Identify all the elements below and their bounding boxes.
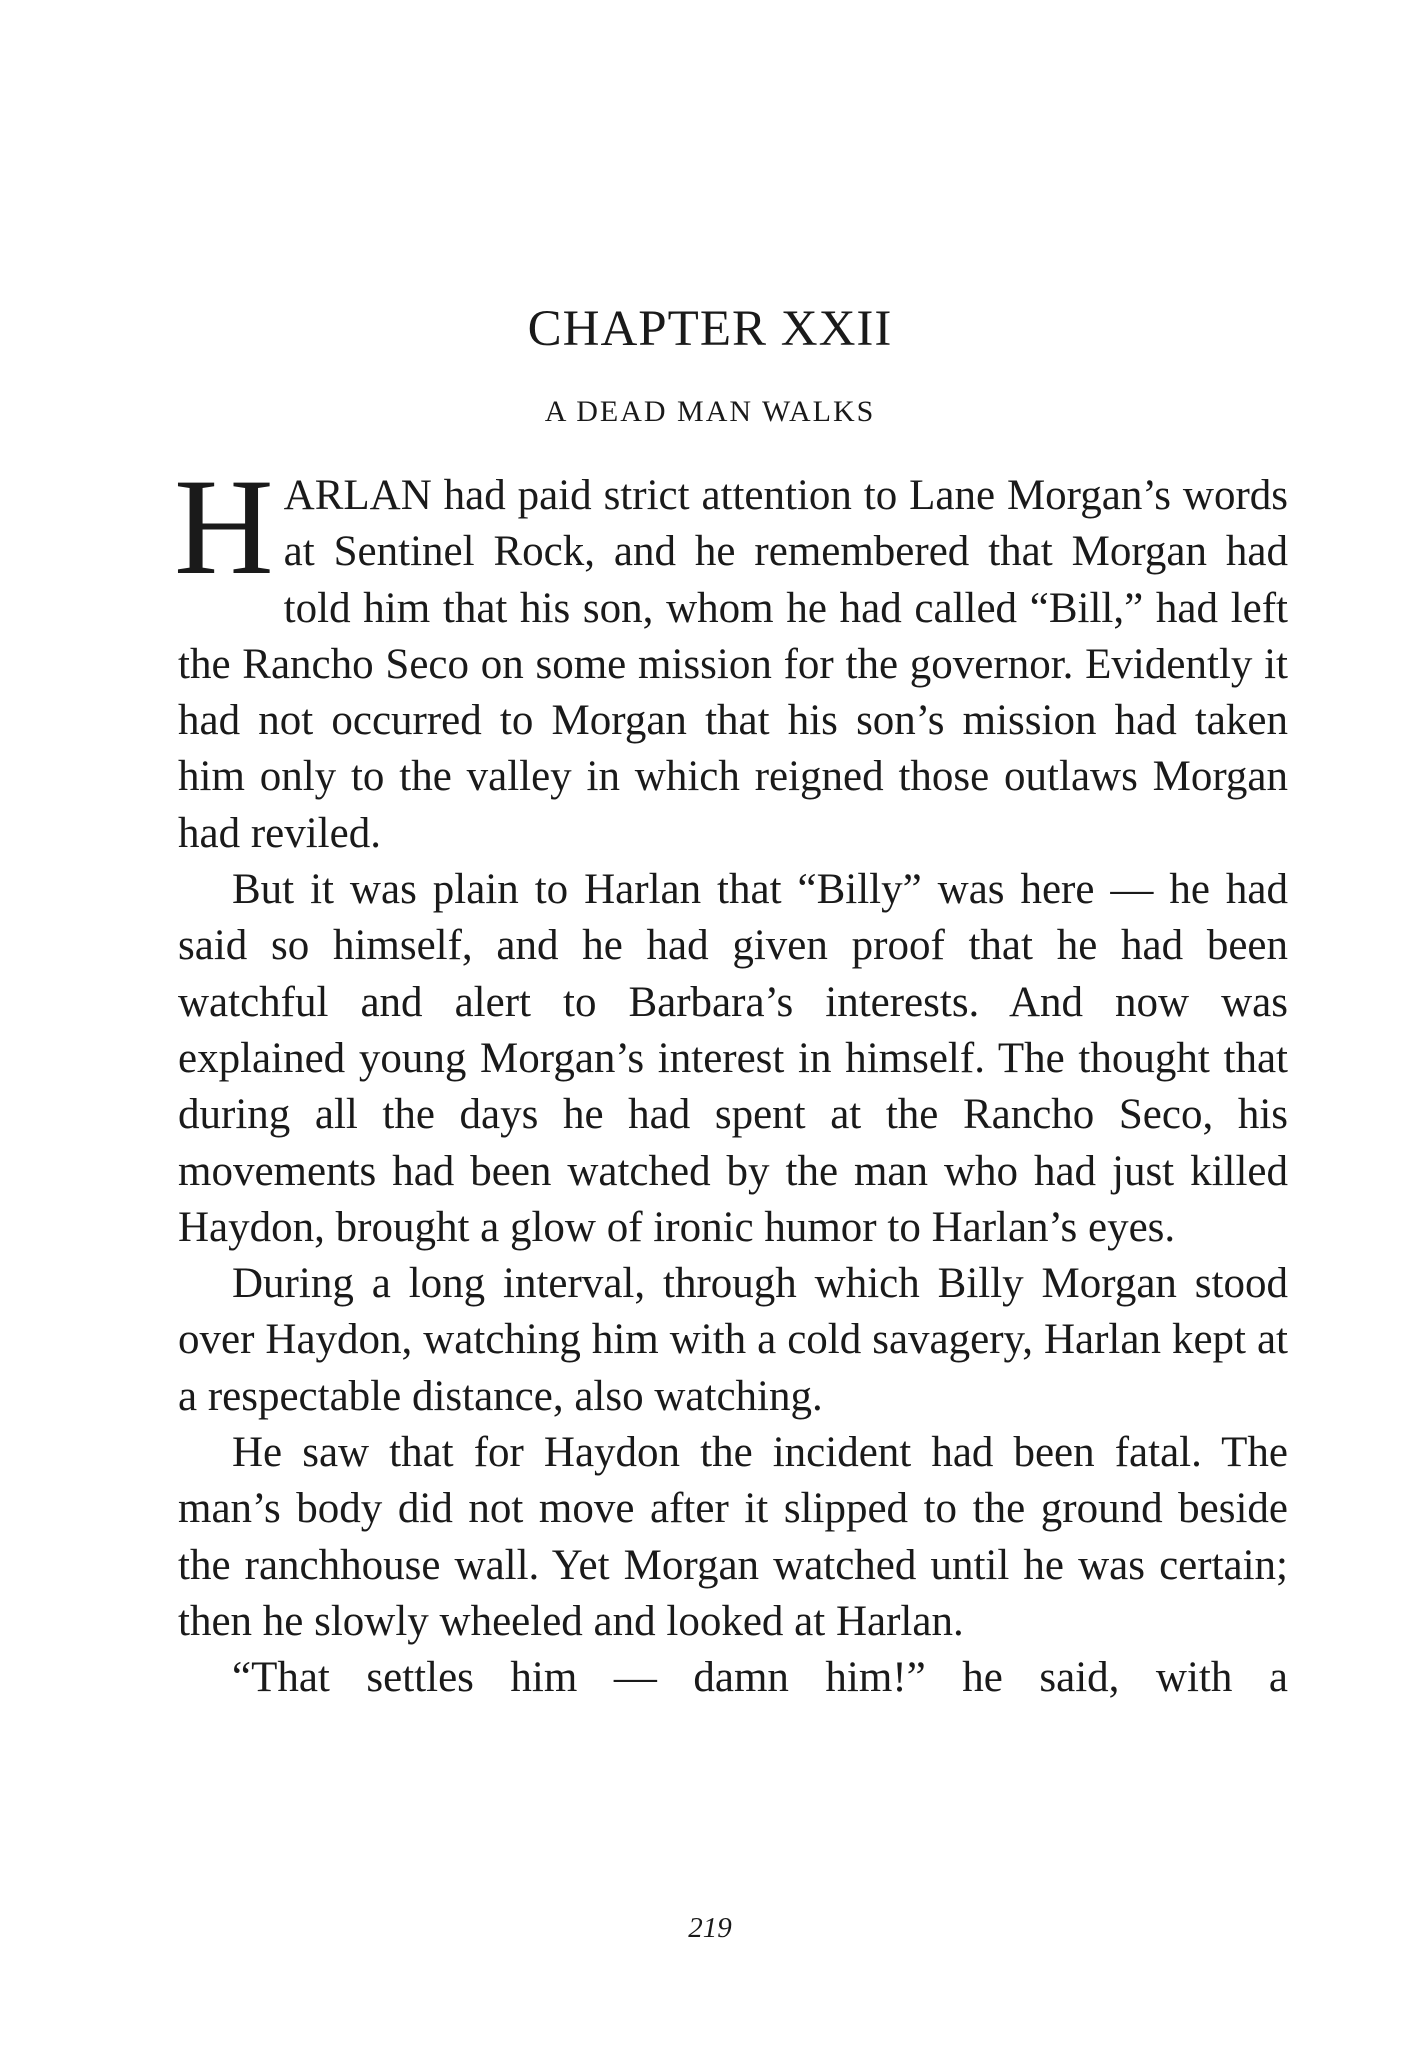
paragraph-3: During a long interval, through which Billy Morgan stood over Haydon, watching him with a cold savagery, Harlan kept at a respectable distance, also watching.: [178, 1260, 1288, 1420]
chapter-subtitle: A DEAD MAN WALKS: [544, 395, 876, 428]
chapter-body: [174, 450, 1288, 1707]
chapter-title: CHAPTER XXII: [527, 301, 893, 357]
paragraph-2: But it was plain to Harlan that “Billy” was here — he had said so himself, and he had given proof that he had been watchful and alert to Barbara’s interests. And now was explained young Morgan’s interest in himself. The thought that during all the days he had spent at the Rancho Seco, his movements had been watched by the man who had just killed Haydon, brought a glow of ironic humor to Harlan’s eyes.: [178, 866, 1288, 1251]
drop-cap: H: [174, 450, 274, 603]
paragraph-5: “That settles him — damn him!” he said, with a: [232, 1654, 1288, 1702]
paragraph-1: [174, 450, 1288, 862]
page-number: 219: [688, 1912, 732, 1944]
paragraph-1-text: ARLAN had paid strict attention to Lane Morgan’s words at Sentinel Rock, and he remembered that Morgan had told him that his son, whom he had called “Bill,” had left the Rancho Seco on some mission for the governor. Evidently it had not occurred to Morgan that his son’s mission had taken him only to the valley in which reigned those outlaws Morgan had reviled.: [178, 472, 1288, 857]
paragraph-4: He saw that for Haydon the incident had been fatal. The man’s body did not move after it slipped to the ground beside the ranchhouse wall. Yet Morgan watched until he was certain; then he slowly wheeled and looked at Harlan.: [178, 1429, 1288, 1645]
